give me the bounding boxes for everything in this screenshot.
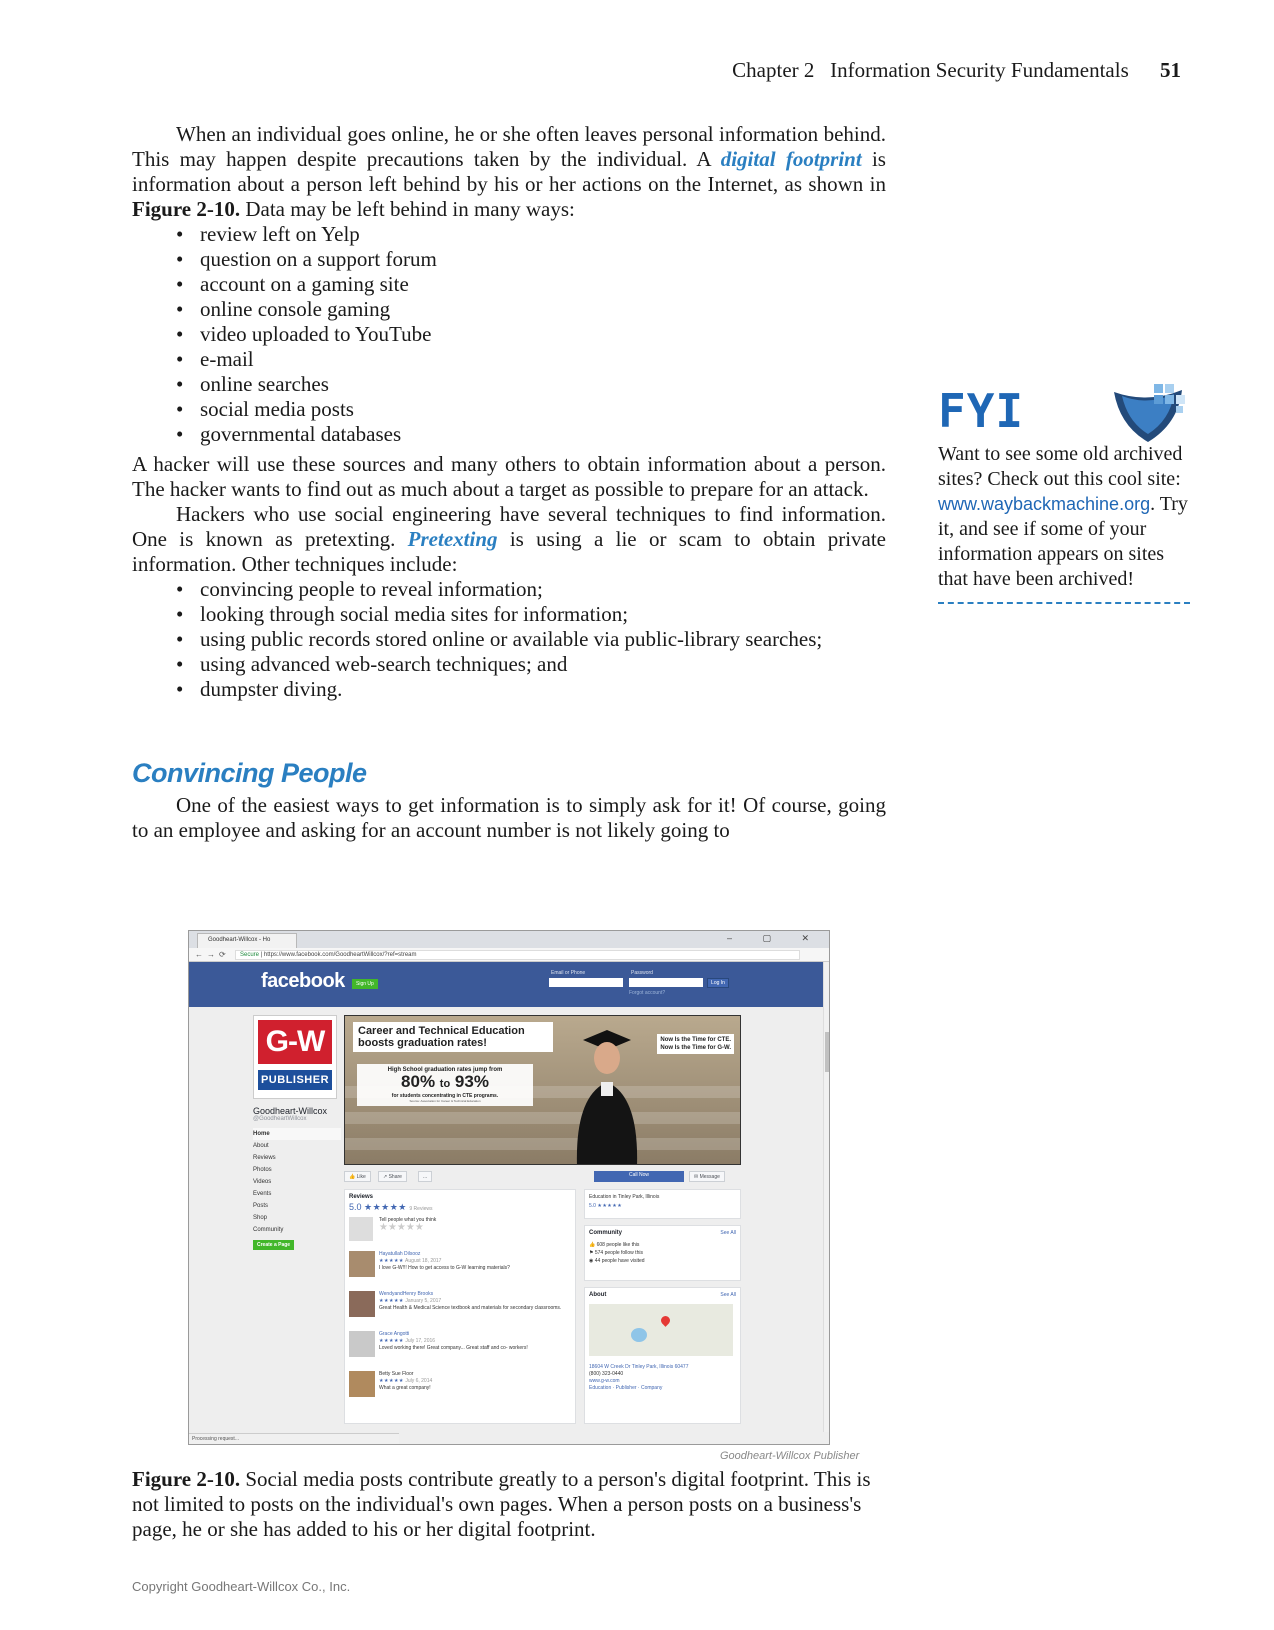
list-item: • review left on Yelp: [176, 222, 886, 247]
chapter-title: Information Security Fundamentals: [830, 58, 1129, 82]
browser-tab[interactable]: Goodheart-Willcox - Ho: [197, 933, 297, 948]
signup-button[interactable]: Sign Up: [352, 979, 378, 989]
review-count[interactable]: 9 Reviews: [409, 1206, 433, 1212]
paragraph-pretexting: Hackers who use social engineering have several techniques to find information. One is known as pretexting. Pretexting is using a lie or scam to obtain private information. Other techniques include:: [132, 502, 887, 576]
nav-item-photos[interactable]: Photos: [253, 1167, 272, 1173]
url-field[interactable]: Secure | https://www.facebook.com/GoodheartWillcox/?ref=stream: [235, 950, 800, 960]
page-sidebar: [253, 1015, 341, 1250]
see-all-link[interactable]: See All: [720, 1292, 736, 1298]
about-title: About: [589, 1292, 607, 1298]
list-item: • account on a gaming site: [176, 272, 886, 297]
avatar: [349, 1251, 375, 1277]
list-item: • using advanced web-search techniques; and: [176, 652, 886, 677]
review-item: Hayatullah Dilsooz ★★★★★ August 18, 2017 I love G-W!!! How to get access to G-W learning materials?: [349, 1251, 571, 1291]
list-item: • question on a support forum: [176, 247, 886, 272]
password-field[interactable]: [629, 978, 703, 987]
review-item: Betty Sue Floor ★★★★★ July 6, 2014 What a great company!: [349, 1371, 571, 1411]
list-item: • video uploaded to YouTube: [176, 322, 886, 347]
avatar: [349, 1217, 373, 1241]
nav-item-videos[interactable]: Videos: [253, 1179, 272, 1185]
reviews-card: [344, 1189, 576, 1424]
cover-photo: [344, 1015, 741, 1165]
website-link[interactable]: www.g-w.com: [589, 1378, 620, 1384]
figure-credit: Goodheart-Willcox Publisher: [720, 1450, 860, 1462]
data-sources-list: [176, 222, 886, 447]
call-now-button[interactable]: Call Now: [594, 1171, 684, 1182]
like-button[interactable]: 👍 Like: [344, 1171, 371, 1182]
status-bar: Processing request...: [189, 1433, 399, 1444]
list-item: • e-mail: [176, 347, 886, 372]
list-item: • dumpster diving.: [176, 677, 886, 702]
cover-stat-box: High School graduation rates jump from 80% to 93% for students concentrating in CTE programs. Source: Association for Career & Technical Education: [357, 1064, 533, 1106]
create-page-button[interactable]: Create a Page: [253, 1240, 294, 1250]
fyi-sidebar: [938, 384, 1190, 604]
map-pin-icon: [659, 1314, 672, 1327]
figure-reference: Figure 2-10.: [132, 197, 241, 221]
list-item: • online console gaming: [176, 297, 886, 322]
page-categories: Education · Publisher · Company: [589, 1385, 663, 1391]
see-all-link[interactable]: See All: [720, 1230, 736, 1236]
techniques-list: [176, 577, 886, 702]
nav-item-about[interactable]: About: [253, 1143, 269, 1149]
rating-stars: ★★★★★: [364, 1202, 407, 1212]
login-button[interactable]: Log In: [707, 978, 729, 988]
password-label: Password: [631, 970, 653, 976]
share-button[interactable]: ↗ Share: [378, 1171, 407, 1182]
secure-label: Secure: [240, 952, 260, 958]
avatar: [349, 1331, 375, 1357]
list-item: • online searches: [176, 372, 886, 397]
nav-item-shop[interactable]: Shop: [253, 1215, 268, 1221]
address-text[interactable]: 18604 W Creek Dr Tinley Park, Illinois 60477: [589, 1364, 689, 1370]
page-actions: [344, 1169, 741, 1183]
fyi-divider: [938, 602, 1190, 604]
url-text: https://www.facebook.com/GoodheartWillcox/?ref=stream: [263, 952, 417, 958]
review-prompt[interactable]: Tell people what you think ★★★★★: [349, 1217, 571, 1251]
nav-item-reviews[interactable]: Reviews: [253, 1155, 276, 1161]
community-visits: ◉ 44 people have visited: [589, 1258, 645, 1264]
section-heading: Convincing People: [132, 758, 367, 788]
main-text: [132, 122, 886, 706]
cover-headline: Career and Technical Education boosts graduation rates!: [353, 1022, 553, 1052]
community-title: Community: [589, 1230, 622, 1236]
message-button[interactable]: ✉ Message: [689, 1171, 725, 1182]
nav-buttons-icon[interactable]: ←→⟳: [195, 950, 230, 959]
page-name: Goodheart-Willcox: [253, 1106, 328, 1116]
copyright: Copyright Goodheart-Willcox Co., Inc.: [132, 1579, 351, 1594]
fyi-title: FYI: [938, 384, 1025, 438]
list-item: • looking through social media sites for information;: [176, 602, 886, 627]
window-controls[interactable]: – ▢ ✕: [726, 933, 823, 943]
more-button[interactable]: ...: [418, 1171, 432, 1182]
term-pretexting: Pretexting: [407, 527, 498, 551]
list-item: • using public records stored online or available via public-library searches;: [176, 627, 886, 652]
email-label: Email or Phone: [551, 970, 586, 976]
community-follows: ⚑ 574 people follow this: [589, 1250, 643, 1256]
term-digital-footprint: digital footprint: [720, 147, 862, 171]
phone-text: (800) 323-0440: [589, 1371, 624, 1377]
graduate-photo: [567, 1026, 647, 1165]
chapter-label: Chapter 2: [732, 58, 815, 82]
scrollbar[interactable]: [823, 962, 829, 1432]
figure-caption: [132, 1467, 886, 1542]
facebook-header: [189, 962, 829, 1007]
email-field[interactable]: [549, 978, 623, 987]
avatar: [349, 1291, 375, 1317]
reviews-title: Reviews: [349, 1194, 374, 1200]
page-nav: [253, 1128, 341, 1236]
rating-value: 5.0: [349, 1202, 362, 1212]
about-card: [584, 1287, 741, 1424]
page-number: 51: [1160, 58, 1181, 82]
nav-item-home[interactable]: Home: [253, 1128, 341, 1140]
caption-label: Figure 2-10.: [132, 1467, 241, 1491]
paragraph-digital-footprint: When an individual goes online, he or she often leaves personal information behind. This may happen despite precautions taken by the individual. A digital footprint is information about a person left behind by his or her actions on the Internet, as shown in Figure 2-10. Data may be left behind in many ways:: [132, 122, 886, 221]
nav-item-community[interactable]: Community: [253, 1227, 284, 1233]
facebook-logo[interactable]: facebook: [261, 970, 345, 992]
list-item: • social media posts: [176, 397, 886, 422]
shield-icon: [1108, 382, 1188, 446]
category-text: Education in Tinley Park, Illinois: [589, 1194, 660, 1200]
list-item: • convincing people to reveal information;: [176, 577, 886, 602]
running-head: [732, 58, 1181, 83]
wayback-link[interactable]: www.waybackmachine.org: [938, 494, 1151, 514]
forgot-account-link[interactable]: Forgot account?: [629, 990, 666, 996]
figure-facebook-screenshot: [188, 930, 830, 1445]
review-item: Grace Angotti ★★★★★ July 17, 2016 Loved working there! Great company... Great staff and co- workers!: [349, 1331, 571, 1371]
paragraph-hacker-sources: A hacker will use these sources and many others to obtain information about a person. The hacker wants to find out as much about a target as possible to prepare for an attack.: [132, 452, 886, 501]
page-handle: @GoodheartWillcox: [253, 1116, 307, 1122]
community-likes: 👍 608 people like this: [589, 1242, 640, 1248]
fyi-text: Want to see some old archived sites? Check out this cool site: www.waybackmachine.org. Try it, and see if some of your information appears on sites that have been archived!: [938, 443, 1188, 590]
review-item: WendyandHenry Brooks ★★★★★ January 5, 2017 Great Health & Medical Science textbook and materials for secondary classrooms.: [349, 1291, 571, 1331]
avatar: [349, 1371, 375, 1397]
nav-item-events[interactable]: Events: [253, 1191, 272, 1197]
paragraph-convincing-people: One of the easiest ways to get information is to simply ask for it! Of course, going to an employee and asking for an account number is not likely going to: [132, 793, 886, 842]
caption-text: Social media posts contribute greatly to a person's digital footprint. This is not limited to posts on the individual's own pages. When a person posts on a business's page, he or she has added to his or her digital footprint.: [132, 1467, 871, 1541]
map-image[interactable]: [589, 1304, 733, 1356]
gw-logo: G-W PUBLISHER: [253, 1015, 337, 1099]
community-card: [584, 1225, 741, 1281]
address-bar: [189, 948, 829, 962]
cover-tagline: Now Is the Time for CTE. Now Is the Time for G-W.: [657, 1034, 734, 1054]
browser-tab-bar: [189, 931, 829, 948]
list-item: • governmental databases: [176, 422, 886, 447]
category-card: Education in Tinley Park, Illinois 5.0 ★★★★★: [584, 1189, 741, 1219]
nav-item-posts[interactable]: Posts: [253, 1203, 269, 1209]
